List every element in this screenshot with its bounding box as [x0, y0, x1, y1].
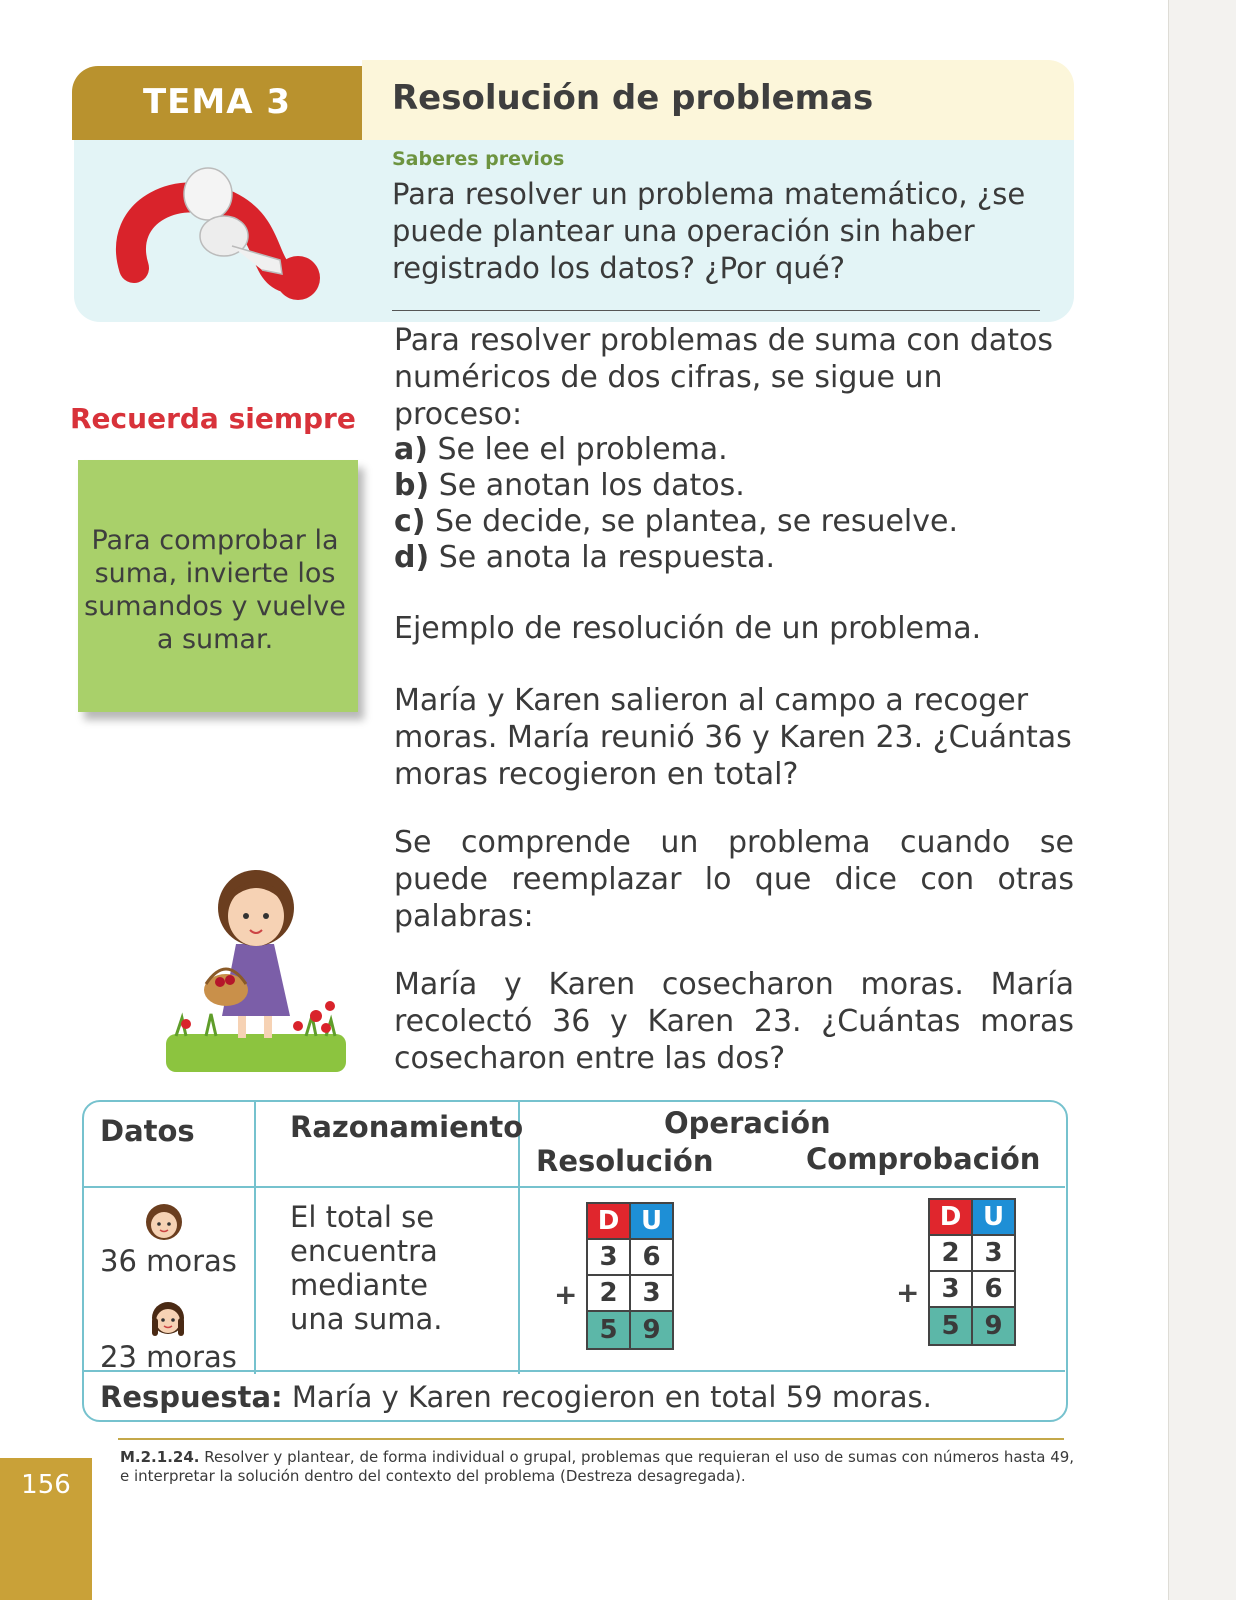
prior-knowledge-label: Saberes previos	[392, 148, 565, 170]
prior-knowledge-question: Para resolver un problema matemático, ¿se puede plantear una operación sin haber registrado los datos? ¿Por qué?	[392, 177, 1026, 285]
header-operacion: Operación	[664, 1106, 831, 1140]
tens-digit: 3	[588, 1240, 631, 1276]
step-letter: d)	[394, 540, 430, 575]
units-digit: 6	[973, 1272, 1014, 1308]
problem-statement: María y Karen salieron al campo a recoger moras. María reunió 36 y Karen 23. ¿Cuántas moras recogieron en total?	[394, 683, 1072, 792]
tens-digit: 5	[588, 1312, 631, 1348]
tens-header: D	[930, 1200, 973, 1236]
intro-paragraph: Para resolver problemas de suma con datos numéricos de dos cifras, se sigue un proceso:	[394, 323, 1053, 432]
skill-code: M.2.1.24.	[120, 1448, 200, 1466]
tens-digit: 3	[930, 1272, 973, 1308]
header-razonamiento: Razonamiento	[290, 1110, 524, 1144]
answer-row	[100, 1380, 932, 1414]
data-item-karen: 23 moras	[100, 1340, 237, 1374]
skill-text: Resolver y plantear, de forma individual o grupal, problemas que requieran el uso de sumas con números hasta 49, e interpretar la solución dentro del contexto del problema (Destreza desagregada).	[120, 1448, 1075, 1485]
addend-row	[588, 1240, 672, 1276]
header-resolucion: Resolución	[536, 1144, 714, 1178]
page-edge	[1168, 0, 1236, 1600]
theme-label: TEMA 3	[142, 82, 292, 122]
step-letter: c)	[394, 504, 426, 539]
sum-row	[930, 1308, 1014, 1344]
maria-face-icon	[144, 1202, 184, 1242]
step-b	[394, 468, 745, 504]
addend-row	[930, 1236, 1014, 1272]
question-mark-figure-illustration	[112, 150, 334, 310]
step-letter: b)	[394, 468, 430, 503]
answer-text: María y Karen recogieron en total 59 moras.	[291, 1380, 932, 1414]
units-header: U	[973, 1200, 1014, 1236]
karen-face-icon	[148, 1298, 188, 1340]
page-number: 156	[21, 1470, 71, 1500]
grid-header-row	[930, 1200, 1014, 1236]
check-grid	[928, 1198, 1016, 1346]
units-digit: 9	[631, 1312, 672, 1348]
answer-line	[392, 310, 1040, 311]
step-letter: a)	[394, 432, 428, 467]
problem-table	[82, 1100, 1068, 1422]
data-item-maria: 36 moras	[100, 1244, 237, 1278]
tens-header: D	[588, 1204, 631, 1240]
header-divider	[84, 1186, 1065, 1188]
units-digit: 3	[631, 1276, 672, 1312]
page-title: Resolución de problemas	[392, 78, 874, 118]
footer-rule	[118, 1438, 1064, 1440]
reasoning-text: El total se encuentra mediante una suma.	[290, 1200, 443, 1336]
sum-row	[588, 1312, 672, 1348]
units-digit: 9	[973, 1308, 1014, 1344]
step-d	[394, 540, 775, 576]
sticky-note-text: Para comprobar la suma, invierte los sumandos y vuelve a sumar.	[84, 525, 346, 655]
plus-sign: +	[554, 1278, 578, 1311]
units-digit: 3	[973, 1236, 1014, 1272]
grid-header-row	[588, 1204, 672, 1240]
step-text: Se anotan los datos.	[438, 468, 745, 503]
remember-title: Recuerda siempre	[70, 402, 356, 435]
step-text: Se lee el problema.	[437, 432, 728, 467]
header-comprobacion: Comprobación	[806, 1142, 1041, 1176]
answer-label: Respuesta:	[100, 1380, 283, 1414]
step-c	[394, 504, 958, 540]
column-divider	[254, 1102, 256, 1374]
paraphrase-intro: Se comprende un problema cuando se puede reemplazar lo que dice con otras palabras:	[394, 825, 1074, 934]
curriculum-skill	[120, 1448, 1080, 1486]
example-heading: Ejemplo de resolución de un problema.	[394, 611, 982, 646]
girl-picking-berries-illustration	[166, 866, 346, 1072]
step-a	[394, 432, 728, 468]
plus-sign: +	[896, 1276, 920, 1309]
step-text: Se decide, se plantea, se resuelve.	[435, 504, 958, 539]
addend-row	[588, 1276, 672, 1312]
tens-digit: 2	[930, 1236, 973, 1272]
resolution-grid	[586, 1202, 674, 1350]
tens-digit: 5	[930, 1308, 973, 1344]
units-header: U	[631, 1204, 672, 1240]
header-datos: Datos	[100, 1114, 195, 1148]
units-digit: 6	[631, 1240, 672, 1276]
tens-digit: 2	[588, 1276, 631, 1312]
addend-row	[930, 1272, 1014, 1308]
step-text: Se anota la respuesta.	[438, 540, 776, 575]
paraphrase-text: María y Karen cosecharon moras. María recolectó 36 y Karen 23. ¿Cuántas moras cosecharon entre las dos?	[394, 967, 1074, 1076]
